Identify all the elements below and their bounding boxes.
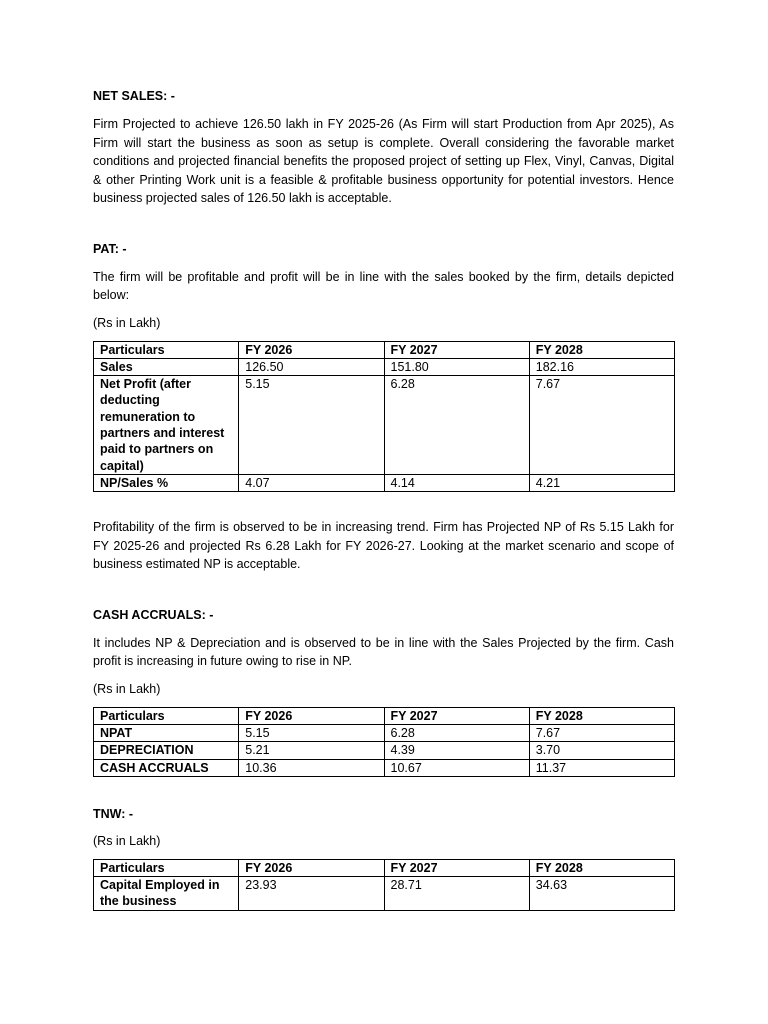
table-row	[94, 742, 675, 759]
table-cell: 6.28	[384, 724, 529, 741]
table-cell: 10.67	[384, 759, 529, 776]
document-content	[93, 87, 674, 911]
table-cell: 5.15	[239, 376, 384, 475]
table-cell: 5.21	[239, 742, 384, 759]
table-header-cell: FY 2028	[529, 859, 674, 876]
table-row	[94, 358, 675, 375]
table-header-cell: Particulars	[94, 707, 239, 724]
table-cell: 23.93	[239, 877, 384, 911]
table-cell: 4.21	[529, 474, 674, 491]
tnw-unit-label: (Rs in Lakh)	[93, 833, 161, 848]
tnw-table	[93, 859, 675, 911]
table-header-cell: FY 2026	[239, 341, 384, 358]
table-cell: 28.71	[384, 877, 529, 911]
table-row-label: Capital Employed in the business	[94, 877, 239, 911]
table-header-cell: FY 2027	[384, 707, 529, 724]
table-row-label: Net Profit (after deducting remuneration to partners and interest paid to partners on capital)	[94, 376, 239, 475]
table-cell: 4.14	[384, 474, 529, 491]
table-header-cell: FY 2028	[529, 707, 674, 724]
table-header-cell: FY 2028	[529, 341, 674, 358]
cash-accruals-table	[93, 707, 675, 777]
table-row-label: DEPRECIATION	[94, 742, 239, 759]
table-header-cell: FY 2027	[384, 341, 529, 358]
table-row-label: NP/Sales %	[94, 474, 239, 491]
table-header-row	[94, 341, 675, 358]
table-cell: 34.63	[529, 877, 674, 911]
table-cell: 7.67	[529, 376, 674, 475]
table-row	[94, 724, 675, 741]
pat-followup-paragraph: Profitability of the firm is observed to be in increasing trend. Firm has Projected NP of Rs 5.15 Lakh for FY 2025-26 and projected Rs 6.28 Lakh for FY 2026-27. Looking at the market scenario and scope of business estimated NP is acceptable.	[93, 520, 674, 572]
table-cell: 126.50	[239, 358, 384, 375]
table-row	[94, 877, 675, 911]
table-header-row	[94, 707, 675, 724]
table-cell: 7.67	[529, 724, 674, 741]
table-cell: 4.07	[239, 474, 384, 491]
table-cell: 151.80	[384, 358, 529, 375]
table-cell: 3.70	[529, 742, 674, 759]
table-cell: 4.39	[384, 742, 529, 759]
cash-accruals-unit-label: (Rs in Lakh)	[93, 681, 161, 696]
pat-heading: PAT: -	[93, 241, 127, 256]
table-cell: 11.37	[529, 759, 674, 776]
cash-accruals-heading: CASH ACCRUALS: -	[93, 607, 214, 622]
table-header-cell: FY 2026	[239, 859, 384, 876]
pat-unit-label: (Rs in Lakh)	[93, 315, 161, 330]
table-header-row	[94, 859, 675, 876]
table-cell: 182.16	[529, 358, 674, 375]
table-cell: 6.28	[384, 376, 529, 475]
table-header-cell: FY 2026	[239, 707, 384, 724]
table-row-label: CASH ACCRUALS	[94, 759, 239, 776]
table-row	[94, 474, 675, 491]
table-header-cell: Particulars	[94, 859, 239, 876]
table-row	[94, 376, 675, 475]
table-row	[94, 759, 675, 776]
table-row-label: Sales	[94, 358, 239, 375]
tnw-heading: TNW: -	[93, 806, 134, 821]
table-header-cell: Particulars	[94, 341, 239, 358]
table-row-label: NPAT	[94, 724, 239, 741]
table-cell: 5.15	[239, 724, 384, 741]
table-cell: 10.36	[239, 759, 384, 776]
pat-paragraph: The firm will be profitable and profit will be in line with the sales booked by the firm, details depicted below:	[93, 269, 674, 302]
table-header-cell: FY 2027	[384, 859, 529, 876]
cash-accruals-paragraph: It includes NP & Depreciation and is observed to be in line with the Sales Projected by the firm. Cash profit is increasing in future owing to rise in NP.	[93, 635, 674, 669]
net-sales-paragraph: Firm Projected to achieve 126.50 lakh in FY 2025-26 (As Firm will start Production from Apr 2025), As Firm will start the business as soon as setup is complete. Overall considering the favorable market conditions and projected financial benefits the proposed project of setting up Flex, Vinyl, Canvas, Digital & other Printing Work unit is a feasible & profitable business opportunity for potential investors. Hence business projected sales of 126.50 lakh is acceptable.	[93, 117, 674, 205]
pat-table	[93, 341, 675, 493]
net-sales-heading: NET SALES: -	[93, 89, 175, 103]
